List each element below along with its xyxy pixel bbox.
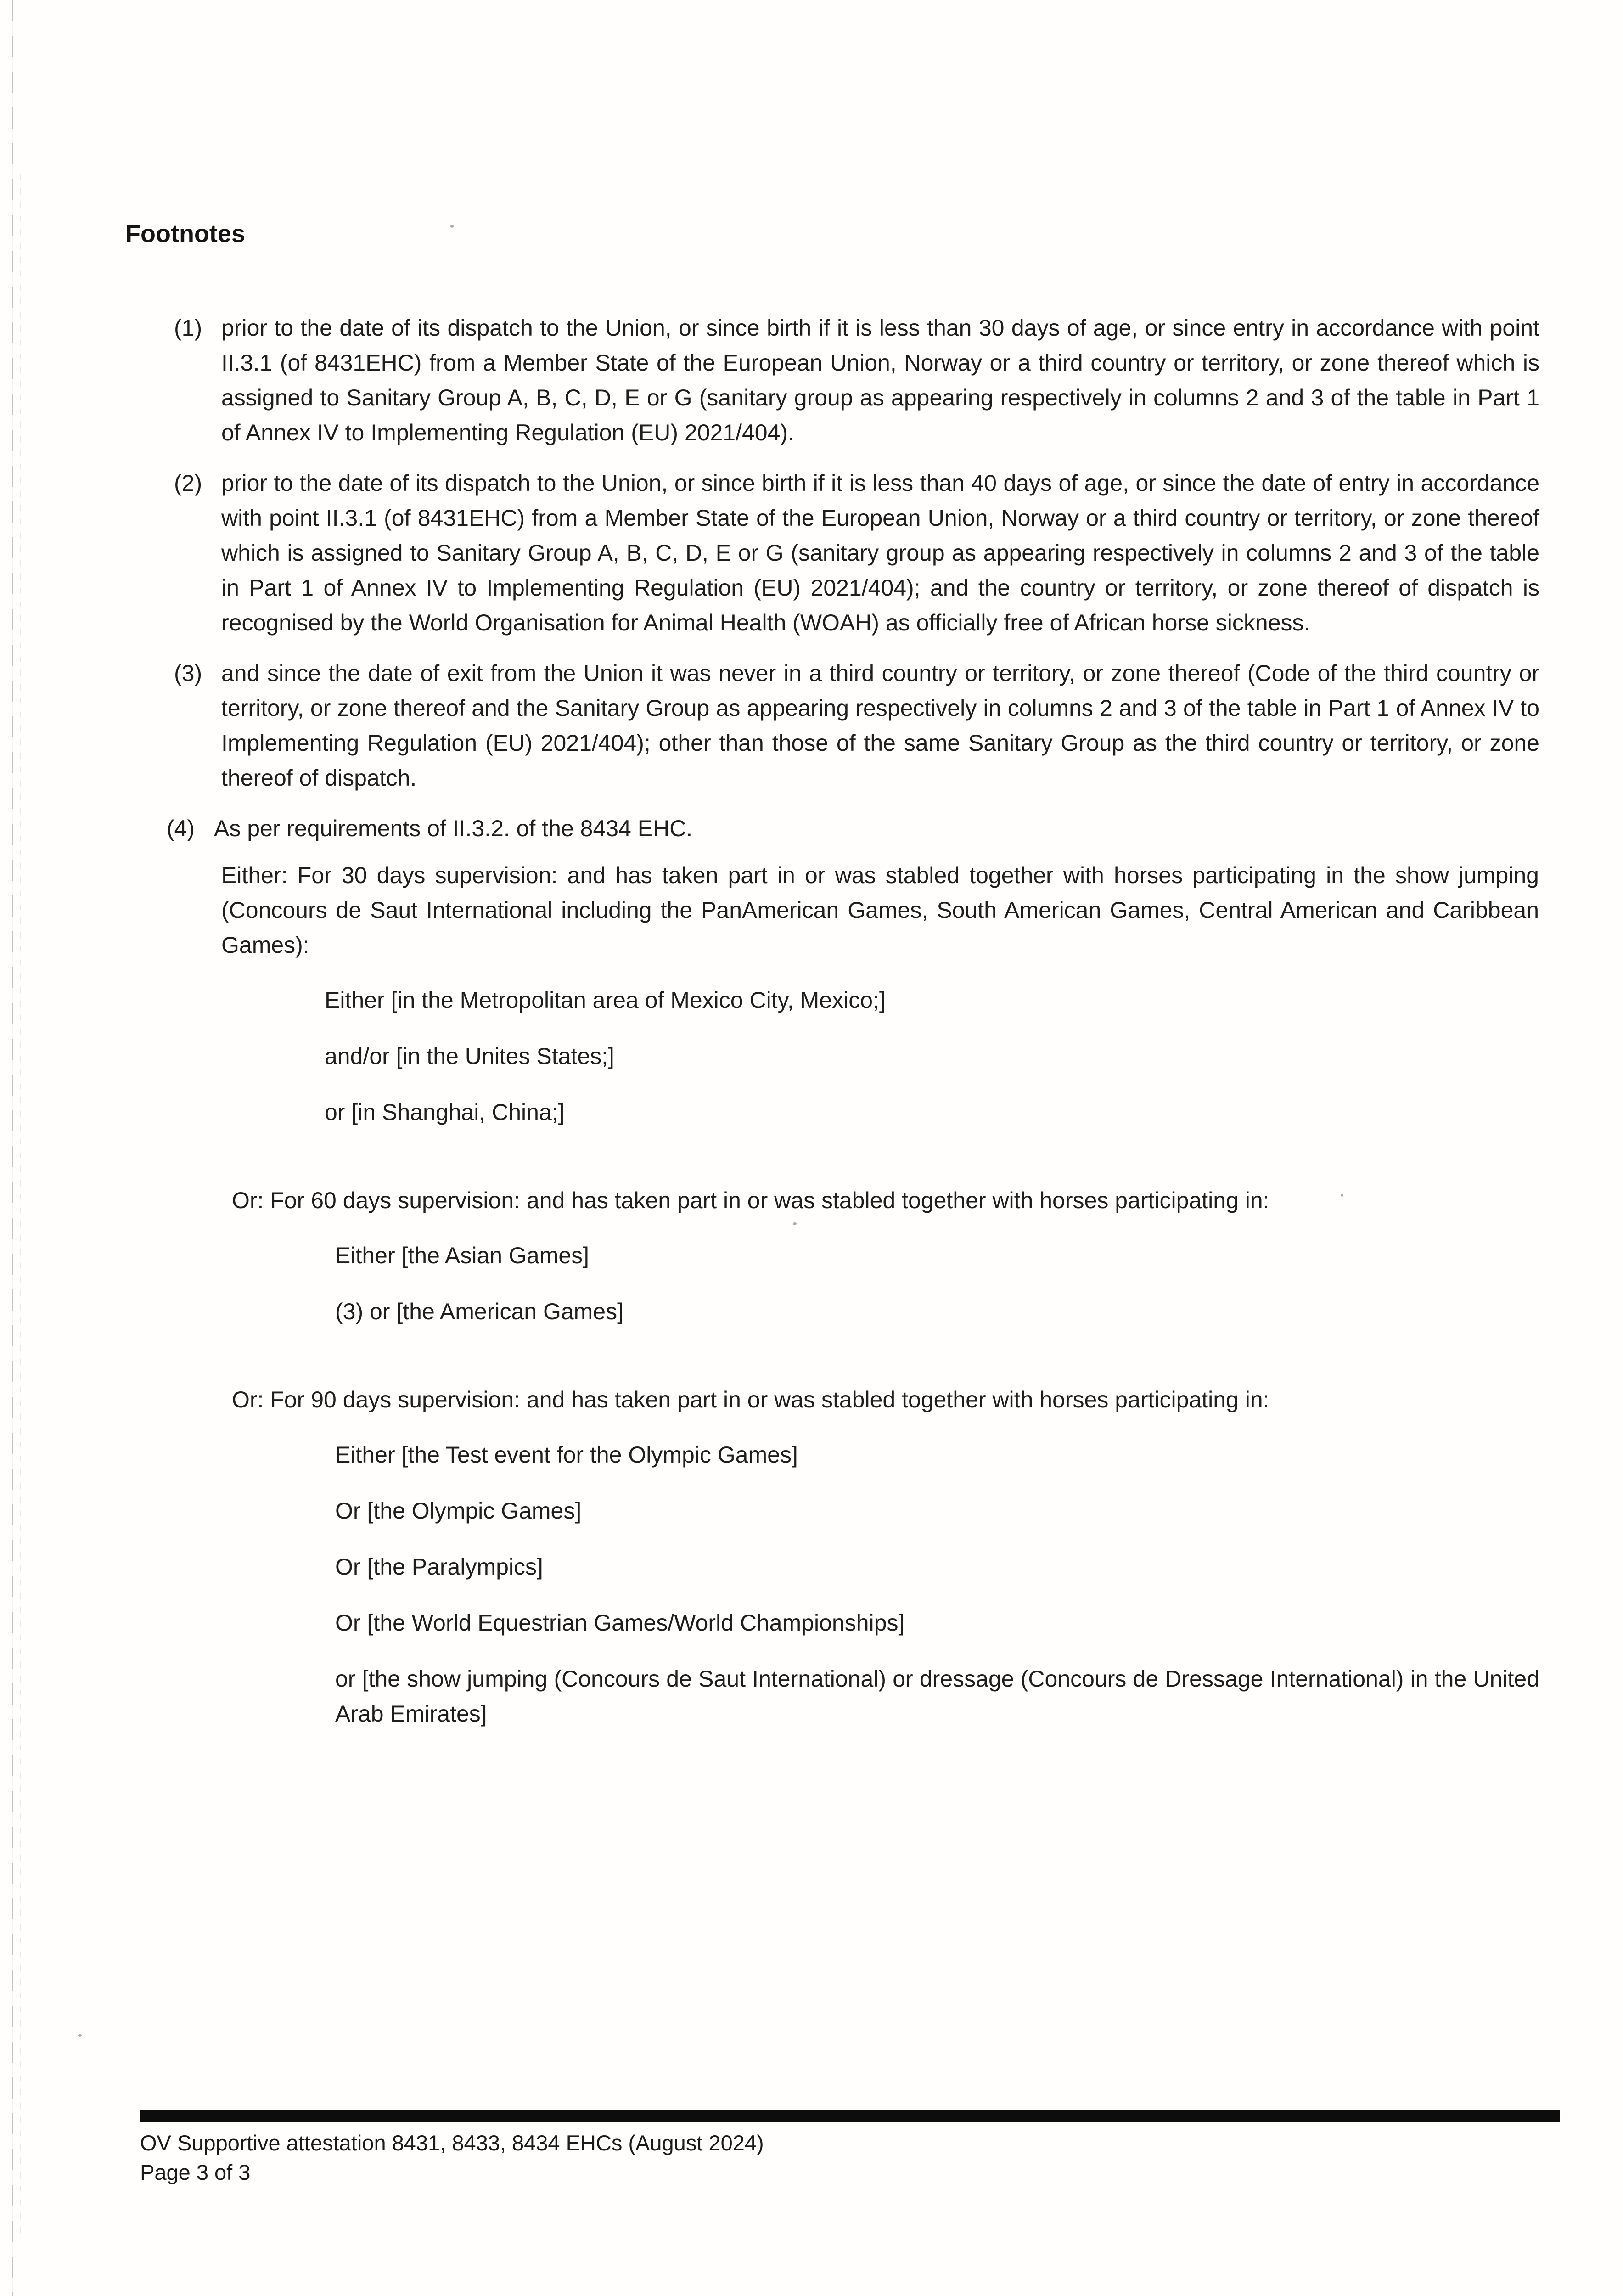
footnote-text: prior to the date of its dispatch to the Union, or since birth if it is less than 40 days of age, or since the date of entry in accordance with point II.3.1 (of 8431EHC) from a Member State of the European Union, Norway or a third country or territory, or zone thereof which is assigned to Sanitary Group A, B, C, D, E or G (sanitary group as appearing respectively in columns 2 and 3 of the table in Part 1 of Annex IV to Implementing Regulation (EU) 2021/404); and the country or territory, or zone thereof of dispatch is recognised by the World Organisation for Animal Health (WOAH) as officially free of African horse sickness.: [221, 470, 1539, 636]
option-line: Either [in the Metropolitan area of Mexico City, Mexico;]: [325, 987, 886, 1013]
footnote-item-4: [167, 811, 1539, 846]
footer-rule: [140, 2110, 1560, 2122]
section-intro: Either: For 30 days supervision: and has taken part in or was stabled together with horses participating in the show jumping (Concours de Saut International including the PanAmerican Games, South American Games, Central American and Caribbean Games):: [221, 862, 1539, 958]
footnote-marker: (2): [174, 470, 202, 496]
option-line: Or [the World Equestrian Games/World Championships]: [335, 1610, 905, 1636]
supervision-section-60-days: [232, 1183, 1539, 1329]
option-line: or [the show jumping (Concours de Saut International) or dressage (Concours de Dressage International) in the United Arab Emirates]: [335, 1666, 1539, 1727]
option-line: Either [the Test event for the Olympic Games]: [335, 1442, 798, 1468]
scan-speck: [78, 2034, 82, 2037]
footnote-text: prior to the date of its dispatch to the Union, or since birth if it is less than 30 days of age, or since entry in accordance with point II.3.1 (of 8431EHC) from a Member State of the European Union, Norway or a third country or territory, or zone thereof which is assigned to Sanitary Group A, B, C, D, E or G (sanitary group as appearing respectively in columns 2 and 3 of the table in Part 1 of Annex IV to Implementing Regulation (EU) 2021/404).: [221, 315, 1539, 445]
footnotes-content: [125, 216, 1539, 1752]
footnote-text: As per requirements of II.3.2. of the 8434 EHC.: [214, 816, 693, 841]
option-line: and/or [in the Unites States;]: [325, 1043, 614, 1069]
footnote-item-2: [174, 466, 1539, 640]
option-line: Or [the Olympic Games]: [335, 1498, 582, 1524]
option-line: Either [the Asian Games]: [335, 1243, 590, 1268]
option-line: (3) or [the American Games]: [335, 1299, 624, 1324]
page-number: Page 3 of 3: [140, 2160, 251, 2184]
scan-edge-artifact-2: [20, 174, 21, 2241]
section-intro: Or: For 90 days supervision: and has taken part in or was stabled together with horses participating in:: [232, 1387, 1269, 1412]
page-title: Footnotes: [125, 220, 245, 248]
page-footer: [140, 2110, 1560, 2187]
supervision-section-30-days: [221, 858, 1539, 1130]
supervision-section-90-days: [232, 1382, 1539, 1731]
footnote-marker: (3): [174, 660, 202, 686]
footnote-item-3: [174, 656, 1539, 795]
section-intro: Or: For 60 days supervision: and has taken part in or was stabled together with horses participating in:: [232, 1187, 1269, 1213]
footnote-marker: (1): [174, 315, 202, 341]
footnote-marker: (4): [167, 816, 195, 841]
document-reference: OV Supportive attestation 8431, 8433, 8434 EHCs (August 2024): [140, 2131, 764, 2155]
footnote-text: and since the date of exit from the Union it was never in a third country or territory, or zone thereof (Code of the third country or territory, or zone thereof and the Sanitary Group as appearing respectively in columns 2 and 3 of the table in Part 1 of Annex IV to Implementing Regulation (EU) 2021/404); other than those of the same Sanitary Group as the third country or territory, or zone thereof of dispatch.: [221, 660, 1539, 791]
footnote-item-1: [174, 310, 1539, 450]
option-line: or [in Shanghai, China;]: [325, 1099, 565, 1125]
option-line: Or [the Paralympics]: [335, 1554, 543, 1580]
scan-edge-artifact: [12, 0, 13, 2296]
